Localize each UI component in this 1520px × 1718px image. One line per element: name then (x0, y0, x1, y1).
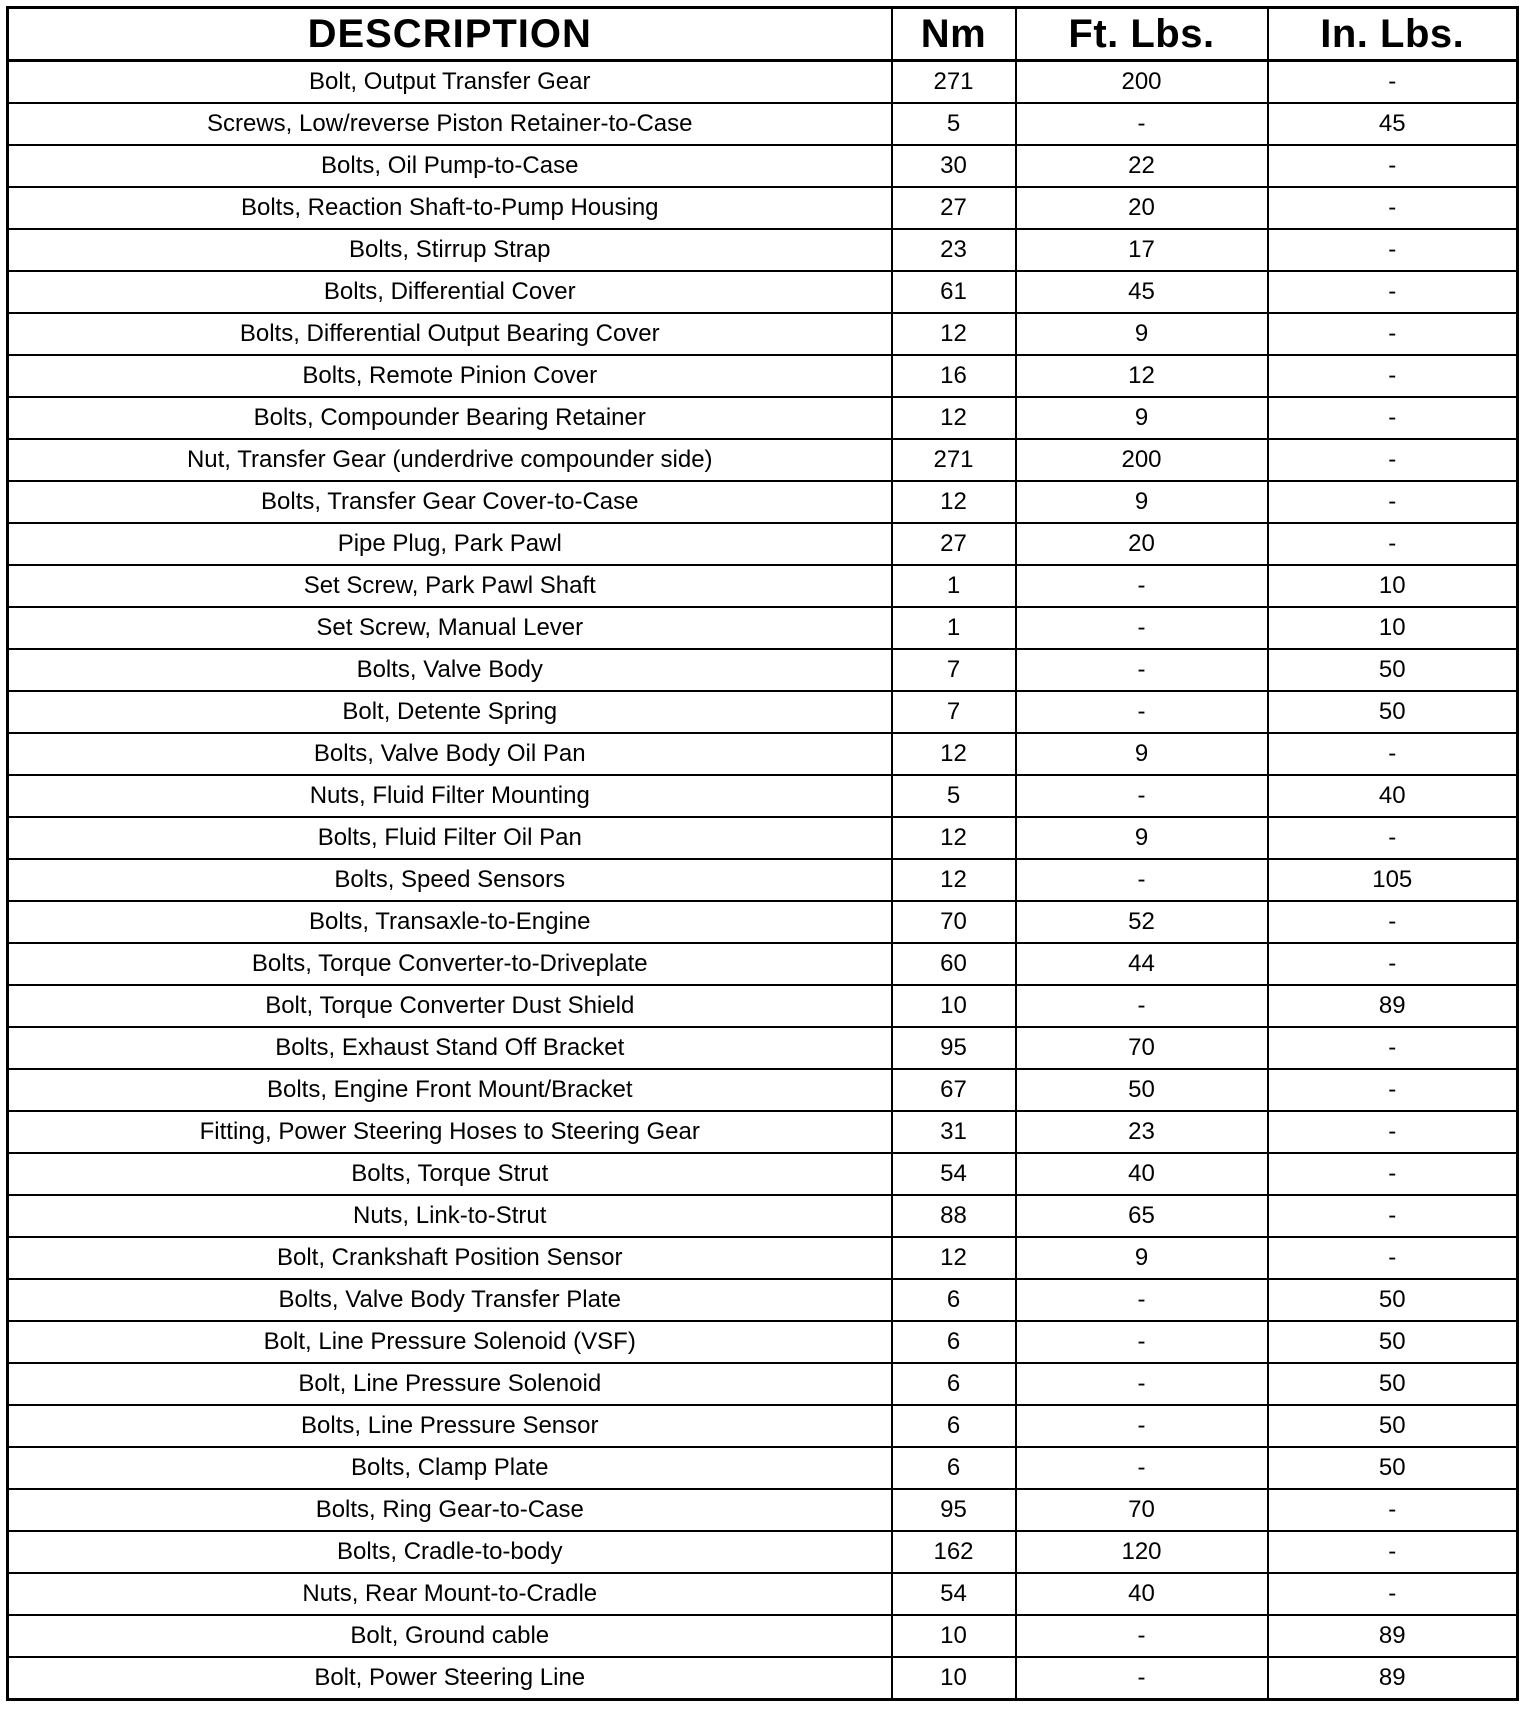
description-cell: Bolts, Speed Sensors (8, 859, 892, 901)
in-lbs-cell: 50 (1268, 1405, 1518, 1447)
description-cell: Bolts, Stirrup Strap (8, 229, 892, 271)
ft-lbs-cell: - (1016, 607, 1268, 649)
description-cell: Bolts, Ring Gear-to-Case (8, 1489, 892, 1531)
nm-cell: 6 (892, 1279, 1016, 1321)
ft-lbs-cell: - (1016, 1363, 1268, 1405)
nm-cell: 95 (892, 1489, 1016, 1531)
table-row (8, 103, 1518, 145)
table-row (8, 1363, 1518, 1405)
in-lbs-cell: - (1268, 1489, 1518, 1531)
nm-cell: 162 (892, 1531, 1016, 1573)
ft-lbs-cell: 40 (1016, 1573, 1268, 1615)
table-row (8, 607, 1518, 649)
in-lbs-cell: - (1268, 439, 1518, 481)
table-row (8, 943, 1518, 985)
nm-cell: 6 (892, 1447, 1016, 1489)
ft-lbs-cell: - (1016, 1321, 1268, 1363)
table-row (8, 691, 1518, 733)
in-lbs-cell: 50 (1268, 691, 1518, 733)
nm-cell: 6 (892, 1363, 1016, 1405)
table-row (8, 1447, 1518, 1489)
description-cell: Bolts, Line Pressure Sensor (8, 1405, 892, 1447)
table-row (8, 1111, 1518, 1153)
description-cell: Screws, Low/reverse Piston Retainer-to-Case (8, 103, 892, 145)
in-lbs-cell: - (1268, 481, 1518, 523)
description-cell: Bolts, Torque Strut (8, 1153, 892, 1195)
ft-lbs-cell: 9 (1016, 481, 1268, 523)
ft-lbs-cell: 50 (1016, 1069, 1268, 1111)
in-lbs-cell: - (1268, 943, 1518, 985)
in-lbs-cell: 50 (1268, 1363, 1518, 1405)
ft-lbs-cell: - (1016, 775, 1268, 817)
in-lbs-cell: - (1268, 523, 1518, 565)
nm-cell: 6 (892, 1321, 1016, 1363)
ft-lbs-cell: 20 (1016, 187, 1268, 229)
ft-lbs-cell: - (1016, 649, 1268, 691)
nm-cell: 54 (892, 1153, 1016, 1195)
nm-cell: 12 (892, 481, 1016, 523)
ft-lbs-cell: 44 (1016, 943, 1268, 985)
description-cell: Bolt, Detente Spring (8, 691, 892, 733)
table-row (8, 1531, 1518, 1573)
table-header (8, 8, 1518, 61)
in-lbs-cell: - (1268, 145, 1518, 187)
table-row (8, 565, 1518, 607)
description-cell: Fitting, Power Steering Hoses to Steering Gear (8, 1111, 892, 1153)
description-cell: Bolts, Cradle-to-body (8, 1531, 892, 1573)
description-cell: Nuts, Rear Mount-to-Cradle (8, 1573, 892, 1615)
description-cell: Nuts, Fluid Filter Mounting (8, 775, 892, 817)
in-lbs-cell: 50 (1268, 1321, 1518, 1363)
table-row (8, 733, 1518, 775)
nm-cell: 6 (892, 1405, 1016, 1447)
header-row (8, 8, 1518, 61)
description-cell: Pipe Plug, Park Pawl (8, 523, 892, 565)
table-row (8, 1195, 1518, 1237)
in-lbs-cell: - (1268, 1237, 1518, 1279)
table-row (8, 355, 1518, 397)
nm-cell: 54 (892, 1573, 1016, 1615)
in-lbs-cell: - (1268, 313, 1518, 355)
in-lbs-cell: - (1268, 1531, 1518, 1573)
description-cell: Set Screw, Manual Lever (8, 607, 892, 649)
description-cell: Bolts, Differential Cover (8, 271, 892, 313)
nm-cell: 10 (892, 985, 1016, 1027)
in-lbs-cell: - (1268, 397, 1518, 439)
in-lbs-cell: 89 (1268, 1615, 1518, 1657)
nm-cell: 88 (892, 1195, 1016, 1237)
table-row (8, 1027, 1518, 1069)
torque-spec-table (6, 6, 1519, 1701)
in-lbs-cell: - (1268, 1111, 1518, 1153)
table-row (8, 1321, 1518, 1363)
table-row (8, 901, 1518, 943)
description-cell: Bolt, Power Steering Line (8, 1657, 892, 1700)
nm-cell: 12 (892, 397, 1016, 439)
in-lbs-cell: - (1268, 733, 1518, 775)
table-row (8, 1657, 1518, 1700)
ft-lbs-cell: - (1016, 1657, 1268, 1700)
table-row (8, 1237, 1518, 1279)
description-cell: Bolt, Ground cable (8, 1615, 892, 1657)
table-row (8, 859, 1518, 901)
table-row (8, 1279, 1518, 1321)
description-cell: Bolts, Compounder Bearing Retainer (8, 397, 892, 439)
ft-lbs-cell: 9 (1016, 1237, 1268, 1279)
nm-cell: 70 (892, 901, 1016, 943)
nm-cell: 27 (892, 187, 1016, 229)
ft-lbs-cell: 17 (1016, 229, 1268, 271)
table-row (8, 1573, 1518, 1615)
table-row (8, 1405, 1518, 1447)
in-lbs-cell: 89 (1268, 1657, 1518, 1700)
torque-spec-sheet (6, 6, 1519, 1701)
in-lbs-cell: - (1268, 271, 1518, 313)
table-row (8, 481, 1518, 523)
table-row (8, 313, 1518, 355)
in-lbs-cell: 89 (1268, 985, 1518, 1027)
nm-cell: 61 (892, 271, 1016, 313)
in-lbs-cell: - (1268, 1069, 1518, 1111)
ft-lbs-cell: - (1016, 565, 1268, 607)
description-cell: Bolts, Engine Front Mount/Bracket (8, 1069, 892, 1111)
description-cell: Bolts, Oil Pump-to-Case (8, 145, 892, 187)
ft-lbs-cell: - (1016, 1405, 1268, 1447)
nm-cell: 7 (892, 649, 1016, 691)
table-row (8, 397, 1518, 439)
in-lbs-cell: - (1268, 355, 1518, 397)
in-lbs-cell: 10 (1268, 607, 1518, 649)
description-cell: Bolts, Transfer Gear Cover-to-Case (8, 481, 892, 523)
table-row (8, 1615, 1518, 1657)
ft-lbs-cell: - (1016, 1447, 1268, 1489)
nm-cell: 12 (892, 733, 1016, 775)
table-row (8, 985, 1518, 1027)
description-cell: Bolts, Valve Body Transfer Plate (8, 1279, 892, 1321)
nm-cell: 67 (892, 1069, 1016, 1111)
in-lbs-cell: - (1268, 187, 1518, 229)
ft-lbs-cell: 9 (1016, 313, 1268, 355)
description-cell: Nut, Transfer Gear (underdrive compounder side) (8, 439, 892, 481)
nm-cell: 12 (892, 313, 1016, 355)
in-lbs-cell: 40 (1268, 775, 1518, 817)
table-row (8, 439, 1518, 481)
nm-cell: 12 (892, 817, 1016, 859)
table-row (8, 145, 1518, 187)
description-cell: Bolt, Torque Converter Dust Shield (8, 985, 892, 1027)
table-row (8, 61, 1518, 104)
in-lbs-cell: 50 (1268, 649, 1518, 691)
ft-lbs-cell: 200 (1016, 439, 1268, 481)
description-cell: Bolts, Exhaust Stand Off Bracket (8, 1027, 892, 1069)
description-cell: Bolts, Torque Converter-to-Driveplate (8, 943, 892, 985)
ft-lbs-cell: 200 (1016, 61, 1268, 104)
in-lbs-cell: - (1268, 1573, 1518, 1615)
nm-cell: 12 (892, 1237, 1016, 1279)
description-cell: Nuts, Link-to-Strut (8, 1195, 892, 1237)
table-row (8, 523, 1518, 565)
in-lbs-cell: - (1268, 61, 1518, 104)
ft-lbs-cell: 23 (1016, 1111, 1268, 1153)
description-cell: Bolts, Fluid Filter Oil Pan (8, 817, 892, 859)
table-row (8, 1153, 1518, 1195)
nm-cell: 5 (892, 775, 1016, 817)
in-lbs-cell: - (1268, 817, 1518, 859)
ft-lbs-cell: 45 (1016, 271, 1268, 313)
in-lbs-cell: 50 (1268, 1279, 1518, 1321)
nm-cell: 95 (892, 1027, 1016, 1069)
ft-lbs-cell: 12 (1016, 355, 1268, 397)
ft-lbs-cell: 22 (1016, 145, 1268, 187)
description-cell: Bolts, Remote Pinion Cover (8, 355, 892, 397)
description-cell: Bolt, Crankshaft Position Sensor (8, 1237, 892, 1279)
in-lbs-cell: - (1268, 1195, 1518, 1237)
table-row (8, 649, 1518, 691)
in-lbs-cell: 45 (1268, 103, 1518, 145)
nm-cell: 7 (892, 691, 1016, 733)
ft-lbs-cell: 9 (1016, 397, 1268, 439)
description-cell: Bolts, Valve Body (8, 649, 892, 691)
ft-lbs-cell: - (1016, 1279, 1268, 1321)
nm-cell: 1 (892, 607, 1016, 649)
description-cell: Bolts, Clamp Plate (8, 1447, 892, 1489)
nm-cell: 10 (892, 1657, 1016, 1700)
description-cell: Bolt, Line Pressure Solenoid (VSF) (8, 1321, 892, 1363)
in-lbs-cell: - (1268, 1027, 1518, 1069)
nm-cell: 10 (892, 1615, 1016, 1657)
table-row (8, 187, 1518, 229)
description-cell: Bolts, Valve Body Oil Pan (8, 733, 892, 775)
nm-cell: 60 (892, 943, 1016, 985)
nm-cell: 27 (892, 523, 1016, 565)
ft-lbs-cell: 70 (1016, 1027, 1268, 1069)
nm-cell: 16 (892, 355, 1016, 397)
column-header-ft-lbs: Ft. Lbs. (1016, 8, 1268, 61)
ft-lbs-cell: 52 (1016, 901, 1268, 943)
nm-cell: 1 (892, 565, 1016, 607)
table-row (8, 229, 1518, 271)
column-header-description: DESCRIPTION (8, 8, 892, 61)
nm-cell: 12 (892, 859, 1016, 901)
column-header-nm: Nm (892, 8, 1016, 61)
description-cell: Set Screw, Park Pawl Shaft (8, 565, 892, 607)
table-row (8, 271, 1518, 313)
description-cell: Bolts, Differential Output Bearing Cover (8, 313, 892, 355)
ft-lbs-cell: - (1016, 103, 1268, 145)
in-lbs-cell: - (1268, 229, 1518, 271)
ft-lbs-cell: - (1016, 859, 1268, 901)
column-header-in-lbs: In. Lbs. (1268, 8, 1518, 61)
nm-cell: 271 (892, 61, 1016, 104)
ft-lbs-cell: 9 (1016, 733, 1268, 775)
ft-lbs-cell: - (1016, 691, 1268, 733)
ft-lbs-cell: - (1016, 985, 1268, 1027)
table-row (8, 1489, 1518, 1531)
ft-lbs-cell: 70 (1016, 1489, 1268, 1531)
in-lbs-cell: 10 (1268, 565, 1518, 607)
nm-cell: 31 (892, 1111, 1016, 1153)
table-row (8, 775, 1518, 817)
ft-lbs-cell: 120 (1016, 1531, 1268, 1573)
table-row (8, 817, 1518, 859)
description-cell: Bolt, Line Pressure Solenoid (8, 1363, 892, 1405)
in-lbs-cell: 50 (1268, 1447, 1518, 1489)
description-cell: Bolts, Reaction Shaft-to-Pump Housing (8, 187, 892, 229)
ft-lbs-cell: 9 (1016, 817, 1268, 859)
nm-cell: 23 (892, 229, 1016, 271)
ft-lbs-cell: 20 (1016, 523, 1268, 565)
nm-cell: 5 (892, 103, 1016, 145)
nm-cell: 30 (892, 145, 1016, 187)
description-cell: Bolt, Output Transfer Gear (8, 61, 892, 104)
table-row (8, 1069, 1518, 1111)
ft-lbs-cell: 65 (1016, 1195, 1268, 1237)
in-lbs-cell: - (1268, 901, 1518, 943)
ft-lbs-cell: 40 (1016, 1153, 1268, 1195)
table-body (8, 61, 1518, 1700)
in-lbs-cell: 105 (1268, 859, 1518, 901)
ft-lbs-cell: - (1016, 1615, 1268, 1657)
in-lbs-cell: - (1268, 1153, 1518, 1195)
description-cell: Bolts, Transaxle-to-Engine (8, 901, 892, 943)
nm-cell: 271 (892, 439, 1016, 481)
